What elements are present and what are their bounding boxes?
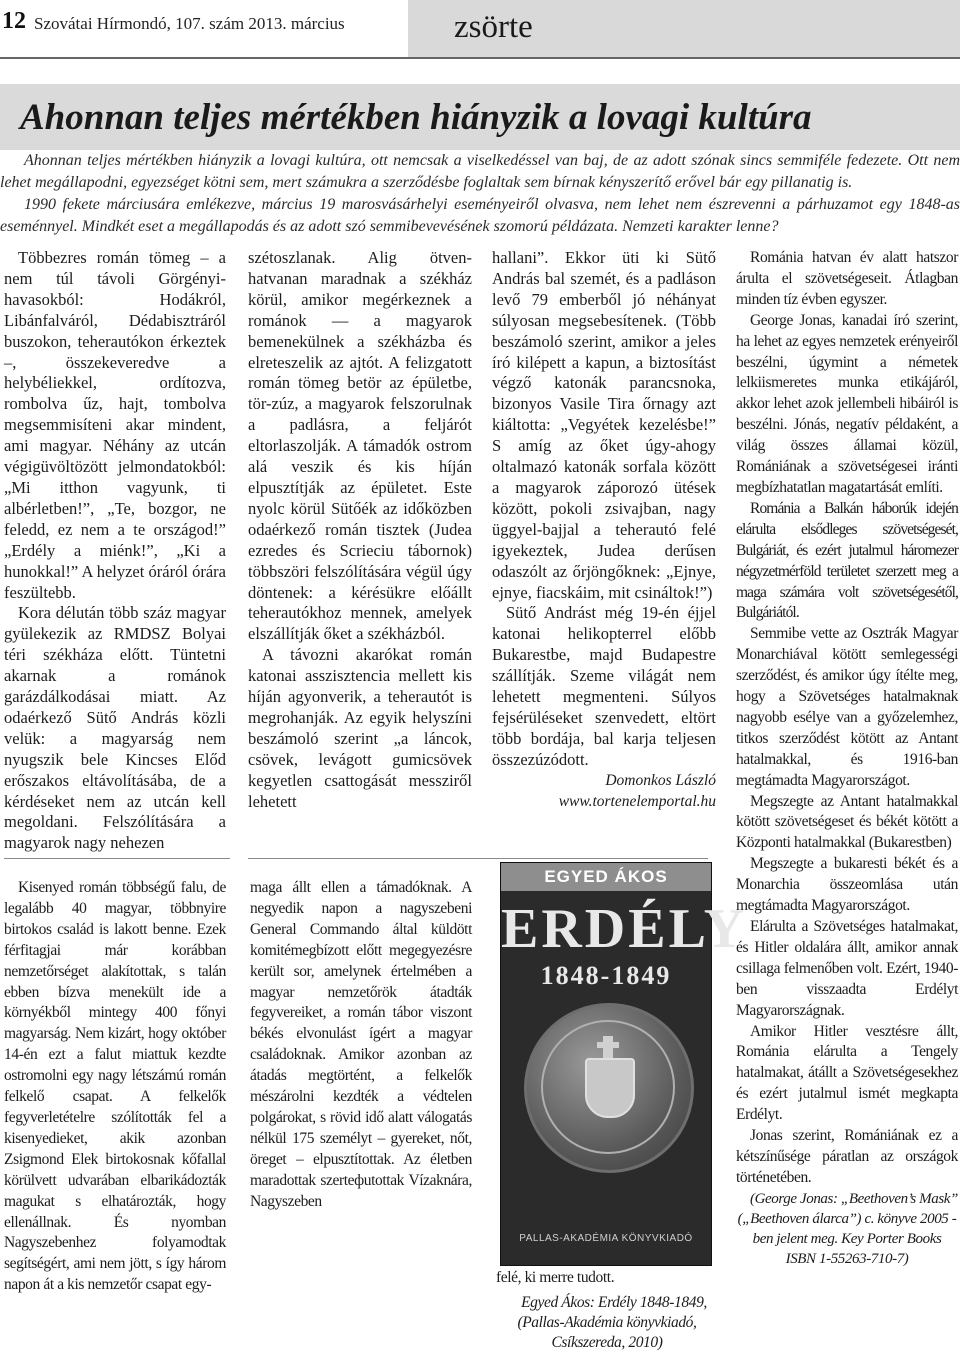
source-note: (George Jonas: „Beethoven’s Mask” („Beethoven álarca”) c. könyve 2005 - ben jelent meg. Key Porter Books ISBN 1-55263-710-7) — [737, 1190, 958, 1267]
book-publisher: PALLAS-AKADÉMIA KÖNYVKIADÓ — [519, 1233, 693, 1244]
book-caption: Egyed Ákos: Erdély 1848-1849, (Pallas-Akadémia könyvkiadó, Csíkszereda, 2010) — [517, 1293, 707, 1351]
coat-of-arms-icon — [585, 1058, 635, 1118]
paragraph: A távozni akarókat román katonai asszisztencia mellett kis híján agyonverik, a teherautót is megrohanják. Az egyik helyszíni beszámoló szerint „a láncok, csövek, levágott gumicsövek kegyetlen csattogását messziről lehetett — [248, 645, 472, 811]
book-title: ERDÉLY — [501, 898, 748, 960]
book-years: 1848-1849 — [540, 961, 672, 990]
paragraph: felé, ki merre tudott. — [496, 1269, 615, 1286]
page-number: 12 — [2, 8, 26, 34]
article2-column-1 — [4, 878, 226, 1296]
article2-column-2 — [250, 878, 472, 1213]
section-rubric — [408, 0, 960, 58]
lead-paragraph: Ahonnan teljes mértékben hiányzik a lovagi kultúra, ott nemcsak a viselkedéssel van baj, de az adott szónak sincs semmiféle fedezete. Ott nem lehet megállapodni, egyezséget kötni sem, mert számukra a szerződésbe foglaltak sem bírnak kényszerítő erővel bár egy pillanatig is. — [0, 152, 960, 191]
rubric-label: zsörte — [454, 9, 533, 45]
paragraph: Jonas szerint, Romániának ez a kétszínűsége páratlan az országok történetében. — [736, 1127, 958, 1186]
paragraph: Kora délután több száz magyar gyülekezik az RMDSZ Bolyai téri székháza előtt. Tüntetni akarnak a románok garázdálkodásai miatt. Az odaérkező Sütő András közli velük: a magyarság nem nyugszik bele Kincses Előd erőszakos eltávolításába, de a kérdéseket nem az utcán kell megoldani. Felszólítására a magyarok nagy nehezen — [4, 603, 226, 853]
paragraph: Románia a Balkán háborúk idején elárulta elsődleges szövetségesét, Bulgáriát, és ezért jutalmul háromezer négyzetmérföld területet szerzett meg a maga számára volt szövetségesétől, Bulgáriától. — [736, 499, 958, 622]
medal-emblem-icon — [524, 1003, 694, 1173]
paragraph: Megszegte a bukaresti békét és a Monarchia összeomlása után megtámadta Magyarországot. — [736, 855, 958, 915]
article-title: Ahonnan teljes mértékben hiányzik a lovagi kultúra — [20, 97, 812, 138]
book-cover-image — [500, 862, 748, 1266]
header-rule — [0, 57, 960, 59]
book-author: EGYED ÁKOS — [501, 863, 711, 891]
page-header — [0, 0, 960, 58]
paragraph: Románia hatvan év alatt hatszor árulta el szövetségeseit. Átlagban minden tíz évben egyszer. — [736, 249, 958, 308]
article-separator — [4, 858, 230, 859]
headline-bar — [0, 84, 960, 150]
column-1 — [4, 248, 226, 854]
paragraph: George Jonas, kanadai író szerint, ha lehet az egyes nemzetek erényeiről beszélni, úgymint a németek lelkiismeretes munka etikájáról, akkor lehet azok jellembeli hibáiról is beszélni. Jónás, negatív példaként, a világ összes államai közül, Romániának a szövetségesei iránti megbízhatatlan magatartását említi. — [736, 311, 958, 496]
paragraph: Elárulta a Szövetséges hatalmakat, és Hitler oldalára állt, amikor annak csillaga felmenőben volt. Ezért, 1940-ben visszaadta Erdélyt Magyarországnak. — [736, 918, 958, 1019]
article-separator — [248, 858, 708, 859]
paragraph: maga állt ellen a támadóknak. A negyedik napon a nagyszebeni General Commando által küldött komitémegbízott előtt megegyezésre került sor, amelynek értelmében a magyar nemzetőrök átadták fegyvereiket, a román tábor viszont békés elvonulást ígért a magyar családoknak. Amikor azonban az átadás megtörtént, a felkelők mészárolni kezdték a védtelen polgárokat, s rövid idő alatt válogatás nélkül 175 személyt – gyereket, nőt, öreget – elpusztítottak. Az életben maradottak szerteфutottak Vízaknára, Nagyszeben — [250, 879, 472, 1210]
article2-column-3 — [496, 1268, 718, 1353]
article-lead — [0, 150, 960, 238]
paragraph: szétoszlanak. Alig ötven-hatvanan maradnak a székház körül, amikor megérkeznek a románok — a magyarok bemenekülnek a székházba és elreteszelik az ajtót. A felizgatott román tömeg betör az épületbe, tör-zúz, a magyarok felszorulnak a padlásra, a feljárót eltorlaszolják. A támadók ostrom alá veszik és kis híján elpusztítják az épületet. Este nyolc körül Sütőék az időközben odaérkező román tisztek (Judea ezredes és Scrieciu tábornok) többszöri felszólítására végül úgy döntenek: a kérésükre előállt teherautókhoz mennek, amelyek elszállítják őket a székházból. — [248, 248, 472, 644]
paragraph: Megszegte az Antant hatalmakkal kötött szövetségeset és békét kötött a Központi hatalmakkal (Bukarestben) — [736, 792, 958, 852]
paragraph: Többezres román tömeg – a nem túl távoli Görgényi-havasokból: Hodákról, Libánfalváról, Dédabisztráról buszokon, teherautókon érkeztek –, összekeveredve a helybéliekkel, ordítozva, rombolva űz, hajt, tombolva megsemmisíteni akar mindent, ami magyar. Néhány az utcán végigüvöltözött jelmondatokból: „Mi itthon vagyunk, ti albérletben!”, „Te, bozgor, ne feledd, ez nem a te országod!” „Erdély a miénk!”, „Ki a hunokkal!” A helyzet óráról órára feszültebb. — [4, 248, 226, 602]
paragraph: hallani”. Ekkor üti ki Sütő András bal szemét, és a padláson levő 79 emberből jó néhányat súlyosan megsebesítenek. (Több beszámoló szerint, amikor a jeles író kilépett a kapun, a biztosítást végző katonák parancsnoka, bizonyos Vasile Tira őrnagy azt kiáltotta: „Vegyétek kezelésbe!” S amíg az őket úgy-ahogy oltalmazó katonák sorfala között a magyarok záporozó ütések között, pokoli zsivajban, nagy üggyel-bajjal a teherautó felé igyekeztek, Judea derűsen odaszólt az őrjöngőknek: „Ejnye, ejnye, fiacskáim, mit csináltok!”) — [492, 248, 716, 602]
author-website: www.tortenelemportal.hu — [558, 792, 716, 810]
column-4 — [736, 248, 958, 1269]
column-3 — [492, 248, 716, 812]
paragraph: Sütő Andrást még 19-én éjjel katonai helikopterrel előbb Bukarestbe, majd Budapestre szállítják. Szeme világát nem lehetett megmenteni. Súlyos fejsérüléseket szenvedett, eltört több bordája, bal karja teljesen összezúzódott. — [492, 603, 716, 769]
paragraph: Semmibe vette az Osztrák Magyar Monarchiával kötött semlegességi szerződést, és amikor úgy ítélte meg, hogy a Szövetséges hatalmaknak nagyobb esélye van a győzelemhez, titkos szerződést kötött az Antant hatalmakkal, és 1916-ban megtámadta Magyarországot. — [736, 625, 958, 789]
newspaper-issue: Szovátai Hírmondó, 107. szám 2013. március — [34, 14, 345, 33]
paragraph: Amikor Hitler vesztésre állt, Románia elárulta a Tengely hatalmakat, átállt a Szövetségesekhez és ezért jutalmul ismét megkapta Erdélyt. — [736, 1022, 958, 1124]
author-signature: Domonkos László — [605, 771, 716, 789]
column-2 — [248, 248, 472, 812]
paragraph: Kisenyed román többségű falu, de legalább 40 magyar, többnyire birtokos család is lakott benne. Ezek férfitagjai már korábban nemzetőrséget alakítottak, s talán ebben bízva menekült ide a környékből mintegy 400 főnyi magyarság. Nem kizárt, hogy október 14-én ezt a falut miattuk kezdte ostromolni egy nagy létszámú román felkelő csapat. A felkelők fegyverletételre szólították fel a kisenyedieket, akik azonban Zsigmond Elek birtokosnak kőfallal körülvett udvarában elbarikádozták magukat s elhatározták, hogy ellenállnak. És nyomban Nagyszebenhez folyamodtak segítségért, ami nem jött, s így három napon át a kis nemzetőr csapat egy- — [4, 879, 226, 1294]
lead-paragraph: 1990 fekete márciusára emlékezve, március 19 marosvásárhelyi eseményeiről olvasva, nem lehet nem észrevenni a párhuzamot egy 1848-as eseménnyel. Mindkét eset a megállapodás és az adott szó semmibevevésének szomorú példázata. Nemzeti karakter lenne? — [0, 196, 960, 235]
